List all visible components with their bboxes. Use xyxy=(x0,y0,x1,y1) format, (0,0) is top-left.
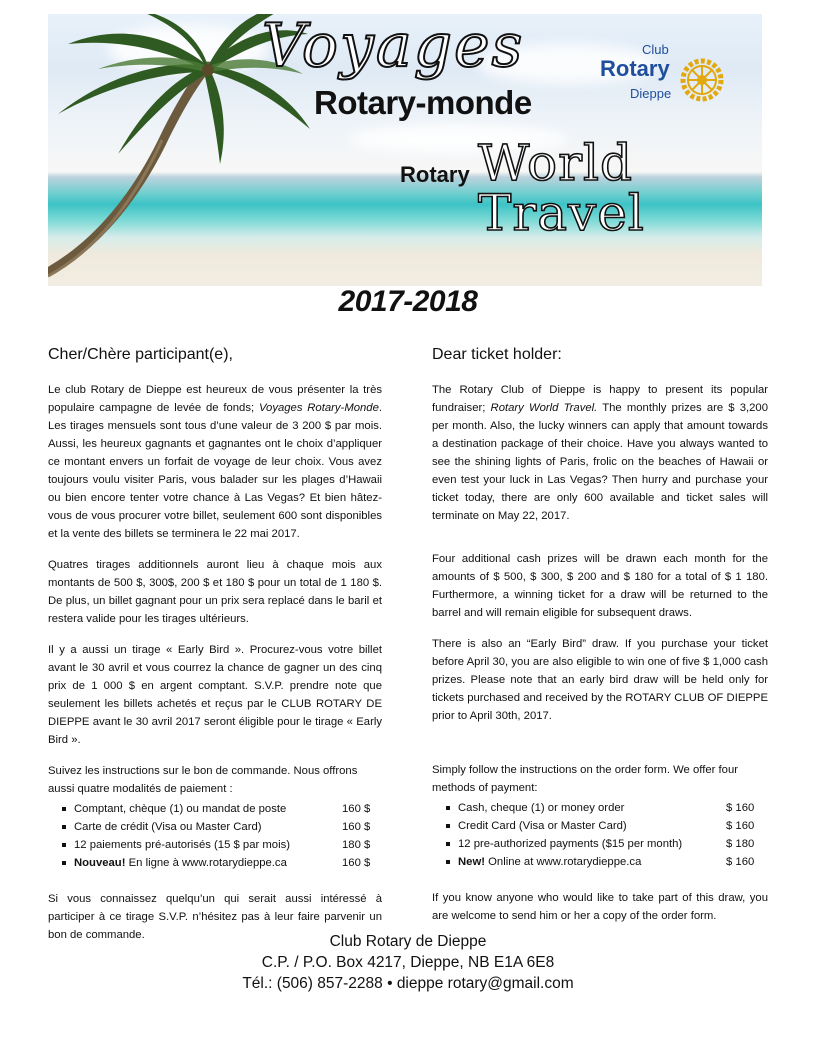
french-paragraph-3: Il y a aussi un tirage « Early Bird ». Procurez-vous votre billet avant le 30 avril et vous courrez la chance de gagner un des cinq prix de 1 000 $ en argent comptant. S.V.P. prendre note que seulement les billets achetés et reçus par le CLUB ROTARY DE DIEPPE avant le 30 avril 2017 seront éligible pour le tirage « Early Bird ». xyxy=(48,644,382,746)
english-paragraph-1: The Rotary Club of Dieppe is happy to present its popular fundraiser; Rotary World Travel. The monthly prizes are $ 3,200 per month. Also, the lucky winners can apply that amount towards a destination package of their choice. Have you always wanted to see the shining lights of Paris, frolic on the beaches of Hawaii or even test your luck in Las Vegas? Then hurry and purchase your ticket today, there are only 600 available and ticket sales will terminate on May 22, 2017. xyxy=(432,384,769,522)
french-payment-list xyxy=(48,800,382,872)
footer-contact: Tél.: (506) 857-2288 • dieppe rotary@gmail.com xyxy=(242,975,574,992)
list-item: Nouveau! En ligne à www.rotarydieppe.ca 160 $ xyxy=(62,854,382,872)
english-column xyxy=(432,345,768,938)
list-item: Cash, cheque (1) or money order $ 160 xyxy=(446,799,768,817)
french-column xyxy=(48,345,382,957)
english-payment-list xyxy=(432,799,768,871)
english-paragraph-2: Four additional cash prizes will be drawn each month for the amounts of $ 500, $ 300, $ 200 and $ 180 for a total of $ 1 180. Furthermore, a winning ticket for a draw will be returned to the barrel and will remain eligible for subsequent draws. xyxy=(432,553,768,619)
contact-footer xyxy=(0,931,816,994)
campaign-name: Rotary World Travel. xyxy=(490,402,598,414)
french-paragraph-5: Si vous connaissez quelqu’un qui serait aussi intéressé à participer à ce tirage S.V.P. n’hésitez pas à leur faire parvenir un bon de commande. xyxy=(48,893,382,941)
french-paragraph-1: Le club Rotary de Dieppe est heureux de vous présenter la très populaire campagne de levée de fonds; Voyages Rotary-Monde. Les tirages mensuels sont tous d’une valeur de 3 200 $ par mois. Aussi, les heureux gagnants et gagnantes ont le choix d’appliquer ce montant envers un forfait de voyage de leur choix. Vous avez toujours voulu visiter Paris, vous balader sur les plages d’Hawaii ou bien encore tenter votre chance à Las Vegas? Et bien hâtez-vous de vous procurer votre billet, seulement 600 sont disponibles et la vente des billets se terminera le 22 mai 2017. xyxy=(48,384,382,540)
title-voyages: Voyages xyxy=(262,14,525,81)
rotary-wheel-icon xyxy=(678,56,726,104)
footer-address: C.P. / P.O. Box 4217, Dieppe, NB E1A 6E8 xyxy=(261,954,555,971)
year-heading: 2017-2018 xyxy=(338,285,478,318)
rotary-club-logo xyxy=(600,38,740,108)
english-paragraph-4: Simply follow the instructions on the order form. We offer four methods of payment: xyxy=(432,764,738,794)
french-salutation: Cher/Chère participant(e), xyxy=(48,346,233,363)
english-paragraph-3: There is also an “Early Bird” draw. If you purchase your ticket before April 30, you are also eligible to win one of five $ 1,000 cash prizes. Please note that an early bird draw will be held only for tickets purchased and received by the ROTARY CLUB OF DIEPPE prior to April 30th, 2017. xyxy=(432,638,768,722)
list-item: Comptant, chèque (1) ou mandat de poste 160 $ xyxy=(62,800,382,818)
french-paragraph-4: Suivez les instructions sur le bon de commande. Nous offrons aussi quatre modalités de paiement : xyxy=(48,765,358,795)
english-paragraph-5: If you know anyone who would like to take part of this draw, you are welcome to send him or her a copy of the order form. xyxy=(432,892,768,922)
logo-club-text: Club xyxy=(642,42,669,57)
logo-dieppe-text: Dieppe xyxy=(630,86,672,101)
list-item: 12 pre-authorized payments ($15 per month) $ 180 xyxy=(446,835,768,853)
title-rotary-monde: Rotary-monde xyxy=(314,84,532,121)
english-salutation: Dear ticket holder: xyxy=(432,346,562,363)
french-paragraph-2: Quatres tirages additionnels auront lieu à chaque mois aux montants de 500 $, 300$, 200 $ et 180 $ pour un total de 1 180 $. De plus, un billet gagnant pour un prix sera replacé dans le baril et restera valide pour les tirages ultérieurs. xyxy=(48,559,382,625)
logo-rotary-text: Rotary xyxy=(600,56,670,81)
list-item: Carte de crédit (Visa ou Master Card) 160 $ xyxy=(62,818,382,836)
campaign-name: Voyages Rotary-Monde xyxy=(258,402,379,414)
list-item: New! Online at www.rotarydieppe.ca $ 160 xyxy=(446,853,768,871)
banner-image xyxy=(48,14,762,286)
title-world-travel: World Travel xyxy=(478,134,645,242)
list-item: 12 paiements pré-autorisés (15 $ par mois) 180 $ xyxy=(62,836,382,854)
title-rotary: Rotary xyxy=(400,162,470,187)
list-item: Credit Card (Visa or Master Card) $ 160 xyxy=(446,817,768,835)
footer-club-name: Club Rotary de Dieppe xyxy=(329,933,487,950)
